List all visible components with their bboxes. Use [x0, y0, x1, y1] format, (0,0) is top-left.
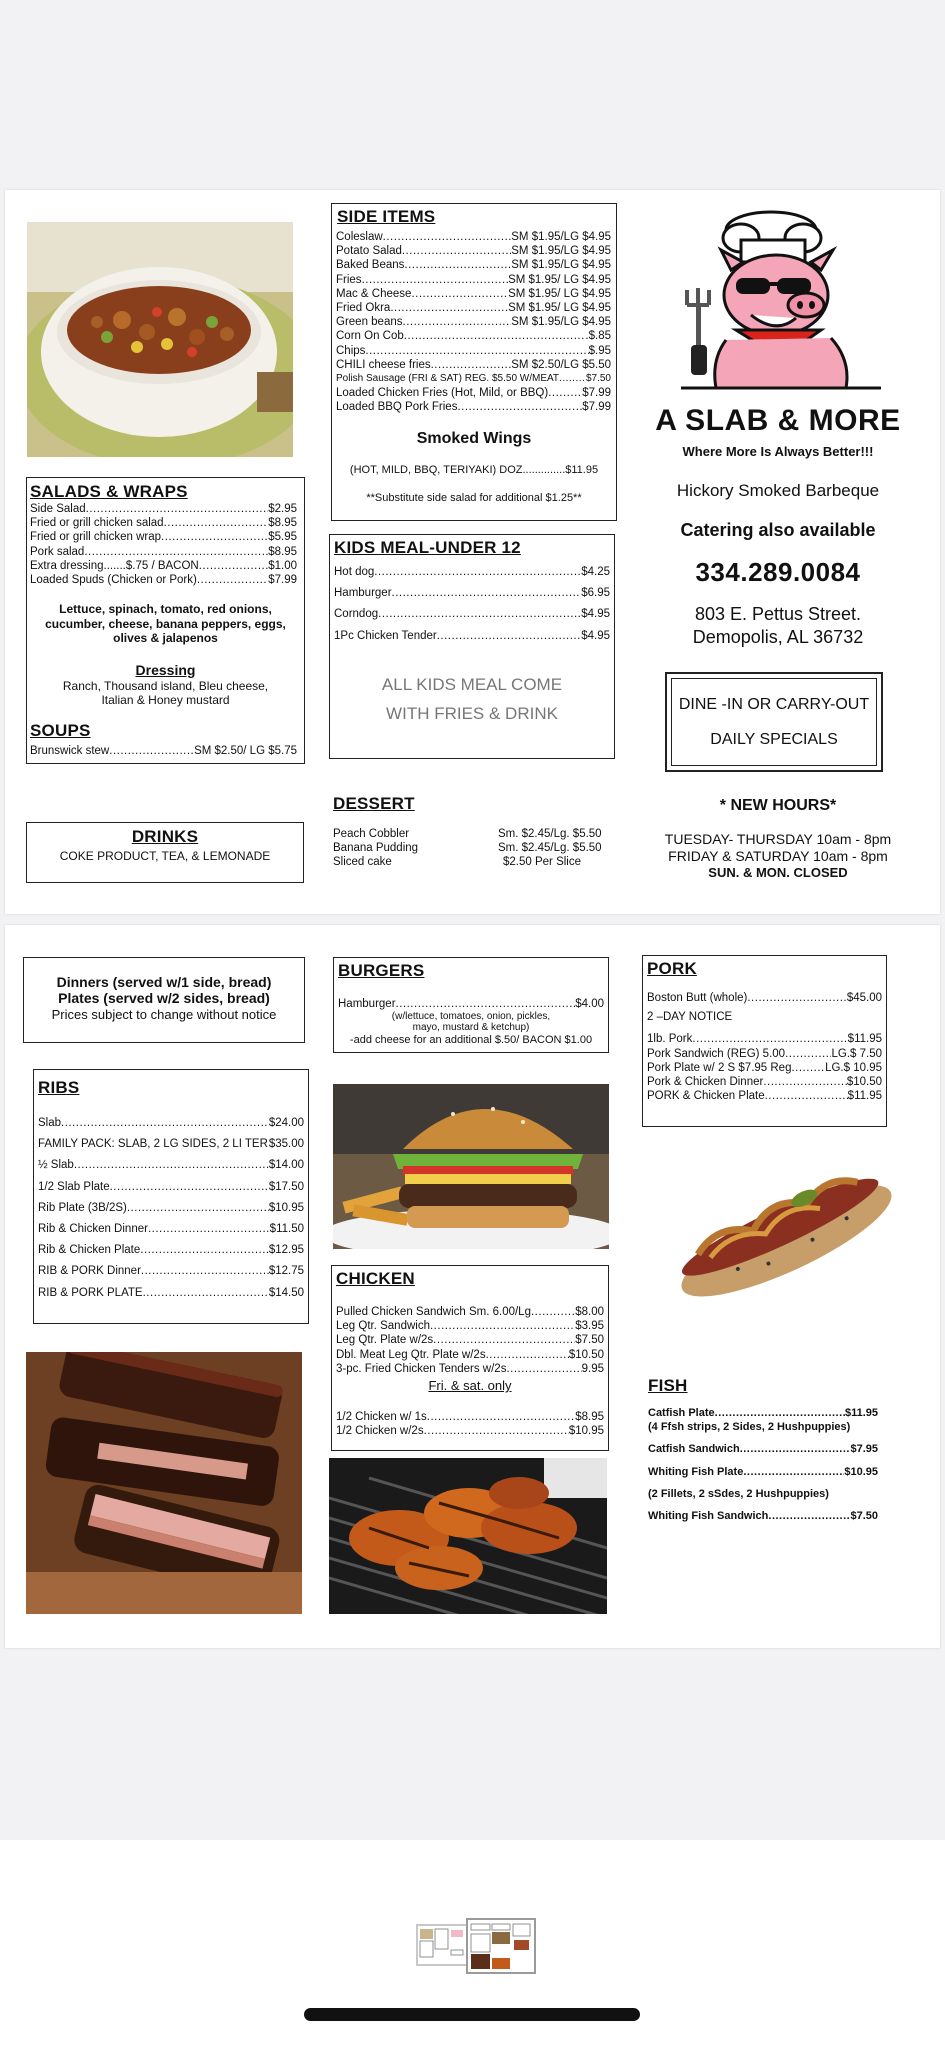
address-line-2: Demopolis, AL 36732	[692, 627, 864, 647]
menu-item: 1lb. Pork ..... $11.95	[647, 1032, 882, 1046]
menu-item: Polish Sausage (FRI & SAT) REG. $5.50 W/MEAT ..... $7.50	[336, 372, 611, 386]
dine-in-text: DINE -IN OR CARRY-OUT	[678, 696, 870, 713]
menu-item: Slab ..... $24.00	[38, 1116, 304, 1130]
menu-page-1	[5, 190, 940, 914]
menu-item: Hamburger ..... $6.95	[334, 586, 610, 600]
menu-item: Pork salad ..... $8.95	[30, 545, 297, 559]
menu-item: Pulled Chicken Sandwich Sm. 6.00/Lg ..... $8.00	[336, 1305, 604, 1319]
kids-meal-note-2: WITH FRIES & DRINK	[386, 704, 558, 723]
kids-meal-list	[334, 565, 610, 643]
fish-note: (4 Ffsh strips, 2 Sides, 2 Hushpuppies)	[648, 1421, 851, 1434]
side-items-title: SIDE ITEMS	[337, 207, 436, 226]
kids-meal-note-1: ALL KIDS MEAL COME	[381, 675, 563, 694]
menu-item: Loaded BBQ Pork Fries ..... $7.99	[336, 400, 611, 414]
pork-list	[647, 991, 882, 1103]
hotdog-photo	[665, 1147, 897, 1312]
burgers-list	[338, 997, 604, 1011]
menu-item: 1/2 Slab Plate ..... $17.50	[38, 1180, 304, 1194]
menu-item: Fried or grill chicken wrap ..... $5.95	[30, 530, 297, 544]
dinners-info-box	[23, 957, 305, 1043]
phone-number: 334.289.0084	[695, 557, 861, 587]
menu-item: Hot dog ..... $4.25	[334, 565, 610, 579]
thumbnail-page-2[interactable]	[466, 1918, 536, 1974]
menu-item: CHILI cheese fries ..... SM $2.50/LG $5.50	[336, 358, 611, 372]
chicken-list	[336, 1305, 604, 1376]
menu-item: Peach Cobbler Sm. $2.45/Lg. $5.50	[333, 828, 602, 840]
dressing-options: Ranch, Thousand island, Bleu cheese, Italian & Honey mustard	[62, 679, 269, 707]
drinks-box	[26, 822, 304, 883]
menu-item: Banana Pudding Sm. $2.45/Lg. $5.50	[333, 842, 602, 854]
menu-item: Catfish Sandwich ..... $7.95	[648, 1442, 878, 1456]
menu-item: Rib & Chicken Dinner ..... $11.50	[38, 1222, 304, 1236]
hours-closed: SUN. & MON. CLOSED	[708, 865, 848, 880]
menu-item: Sliced cake $2.50 Per Slice	[333, 856, 581, 868]
home-indicator[interactable]	[304, 2008, 640, 2021]
menu-item: Fries ..... SM $1.95/ LG $4.95	[336, 273, 611, 287]
side-items-box	[331, 203, 617, 521]
menu-item: Pork & Chicken Dinner ..... $10.50	[647, 1075, 882, 1089]
fish-note: (2 Fillets, 2 sSdes, 2 Hushpuppies)	[648, 1487, 829, 1500]
menu-item: RIB & PORK Dinner ..... $12.75	[38, 1264, 304, 1278]
menu-item: Coleslaw ..... SM $1.95/LG $4.95	[336, 230, 611, 244]
subtitle: Hickory Smoked Barbeque	[676, 481, 880, 500]
menu-item: Green beans ..... SM $1.95/LG $4.95	[336, 315, 611, 329]
burger-description: (w/lettuce, tomatoes, onion, pickles, mayo, mustard & ketchup) -add cheese for an additional $.50/ BACON $1.00	[349, 1011, 593, 1046]
menu-item: Fried or grill chicken salad ..... $8.95	[30, 516, 297, 530]
menu-item: Leg Qtr. Sandwich ..... $3.95	[336, 1319, 604, 1333]
menu-item: Hamburger ..... $4.00	[338, 997, 604, 1011]
menu-item: Pork Sandwich (REG) 5.00 ..... LG.$ 7.50	[647, 1047, 882, 1061]
price-notice: Prices subject to change without notice	[51, 1007, 277, 1022]
menu-item: Fried Okra ..... SM $1.95/ LG $4.95	[336, 301, 611, 315]
catering-note: Catering also available	[680, 520, 876, 540]
menu-item: FAMILY PACK: SLAB, 2 LG SIDES, 2 LI TER ..... $35.00	[38, 1137, 304, 1151]
menu-item: Dbl. Meat Leg Qtr. Plate w/2s ..... $10.50	[336, 1348, 604, 1362]
ribs-title: RIBS	[38, 1078, 80, 1097]
menu-item: 1/2 Chicken w/ 1s ..... $8.95	[336, 1410, 604, 1424]
menu-item: Corn On Cob ..... .$.85	[336, 329, 611, 343]
menu-item: 1Pc Chicken Tender ..... $4.95	[334, 629, 610, 643]
hours-title: * NEW HOURS*	[719, 797, 837, 814]
salads-title: SALADS & WRAPS	[30, 482, 188, 501]
pork-box	[642, 955, 887, 1127]
salads-list	[30, 502, 297, 587]
menu-page-2	[5, 925, 940, 1648]
menu-item: Rib Plate (3B/2S) ..... $10.95	[38, 1201, 304, 1215]
burger-photo	[333, 1084, 609, 1249]
pork-title: PORK	[647, 959, 697, 978]
soups-list	[30, 744, 297, 758]
restaurant-name: A SLAB & MORE	[655, 404, 901, 437]
menu-item: Leg Qtr. Plate w/2s ..... $7.50	[336, 1333, 604, 1347]
soup-photo	[27, 222, 293, 457]
burgers-title: BURGERS	[338, 961, 425, 980]
salads-box	[26, 477, 305, 764]
thumbnail-page-1[interactable]	[416, 1924, 468, 1966]
dine-in-box	[665, 672, 883, 772]
menu-item: Side Salad ..... $2.95	[30, 502, 297, 516]
dessert-list	[333, 827, 613, 869]
kids-meal-title: KIDS MEAL-UNDER 12	[334, 538, 521, 557]
menu-item: Potato Salad ..... SM $1.95/LG $4.95	[336, 244, 611, 258]
menu-item: Mac & Cheese ..... SM $1.95/ LG $4.95	[336, 287, 611, 301]
menu-item: Pork Plate w/ 2 S $7.95 Reg ..... LG.$ 10.95	[647, 1061, 882, 1075]
dinners-line: Dinners (served w/1 side, bread)	[56, 974, 272, 990]
fish-list	[648, 1406, 878, 1523]
menu-item: Loaded Spuds (Chicken or Pork) ..... $7.99	[30, 573, 297, 587]
menu-item: Whiting Fish Sandwich ..... $7.50	[648, 1509, 878, 1523]
fri-sat-only: Fri. & sat. only	[428, 1378, 512, 1393]
menu-item: Brunswick stew ..... SM $2.50/ LG $5.75	[30, 744, 297, 758]
menu-item: Corndog ..... $4.95	[334, 607, 610, 621]
address-line-1: 803 E. Pettus Street.	[694, 604, 862, 624]
hours-weekday: TUESDAY- THURSDAY 10am - 8pm	[664, 831, 892, 847]
burgers-box	[333, 957, 609, 1053]
dressing-title: Dressing	[135, 662, 196, 678]
wings-substitute-note: **Substitute side salad for additional $1.25**	[366, 492, 582, 504]
menu-item: Boston Butt (whole) ..... $45.00	[647, 991, 882, 1005]
side-items-list	[336, 230, 611, 415]
fish-title: FISH	[648, 1376, 688, 1395]
smoked-wings-price: (HOT, MILD, BBQ, TERIYAKI) DOZ..............$11.95	[349, 464, 599, 476]
menu-item: ½ Slab ..... $14.00	[38, 1158, 304, 1172]
menu-item: Rib & Chicken Plate ..... $12.95	[38, 1243, 304, 1257]
menu-item: 3-pc. Fried Chicken Tenders w/2s ..... 9.95	[336, 1362, 604, 1376]
pig-chef-logo	[681, 210, 881, 390]
salad-toppings: Lettuce, spinach, tomato, red onions, cucumber, cheese, banana peppers, eggs, olives & jalapenos	[45, 602, 286, 645]
menu-item: Extra dressing.......$.75 / BACON ..... $1.00	[30, 559, 297, 573]
ribs-box	[33, 1069, 309, 1324]
dessert-title: DESSERT	[333, 794, 415, 813]
menu-item: PORK & Chicken Plate ..... $11.95	[647, 1089, 882, 1103]
soups-title: SOUPS	[30, 721, 91, 740]
chicken-box	[331, 1265, 609, 1451]
menu-item: Catfish Plate ..... $11.95	[648, 1406, 878, 1420]
chicken-title: CHICKEN	[336, 1269, 415, 1288]
ribs-list	[38, 1116, 304, 1300]
ribs-photo	[26, 1352, 302, 1614]
thumbnail-page-2-preview	[468, 1920, 534, 1972]
menu-item: Whiting Fish Plate ..... $10.95	[648, 1465, 878, 1479]
menu-item: Baked Beans ..... SM $1.95/LG $4.95	[336, 258, 611, 272]
kids-meal-box	[329, 534, 615, 759]
smoked-wings-title: Smoked Wings	[416, 430, 532, 447]
drinks-text: COKE PRODUCT, TEA, & LEMONADE	[59, 849, 271, 863]
menu-item: Chips ..... $.95	[336, 344, 611, 358]
menu-item: Loaded Chicken Fries (Hot, Mild, or BBQ) ..... $7.99	[336, 386, 611, 400]
hours-weekend: FRIDAY & SATURDAY 10am - 8pm	[668, 848, 888, 864]
thumbnail-page-1-preview	[418, 1926, 466, 1964]
grilled-chicken-photo	[329, 1458, 607, 1614]
drinks-title: DRINKS	[131, 827, 199, 846]
pork-notice: 2 –DAY NOTICE	[647, 1011, 733, 1024]
menu-item: RIB & PORK PLATE ..... $14.50	[38, 1286, 304, 1300]
half-chicken-list	[336, 1410, 604, 1438]
daily-specials-text: DAILY SPECIALS	[710, 731, 838, 748]
menu-item: 1/2 Chicken w/2s ..... $10.95	[336, 1424, 604, 1438]
tagline: Where More Is Always Better!!!	[682, 444, 874, 459]
plates-line: Plates (served w/2 sides, bread)	[58, 990, 270, 1006]
